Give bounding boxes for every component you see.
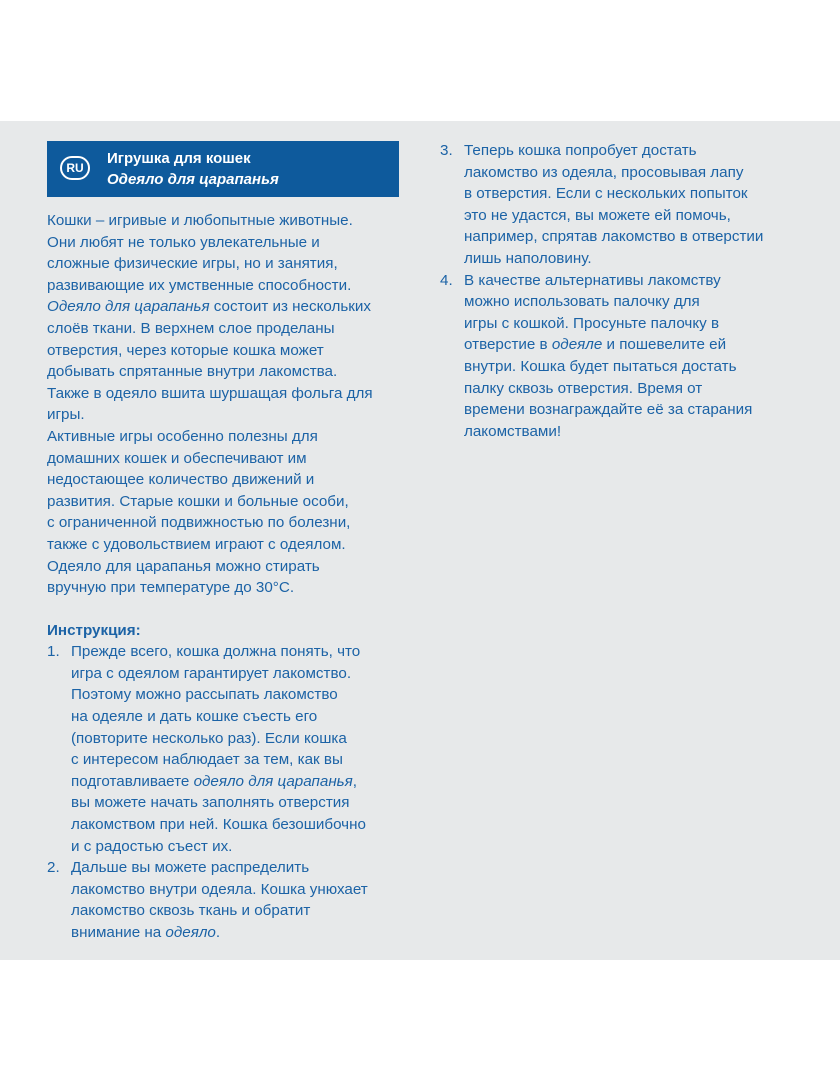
text-line: можно использовать палочку для — [464, 293, 700, 311]
text-line: вручную при температуре до 30°С. — [47, 579, 295, 597]
product-name-italic: одеяло — [165, 924, 216, 941]
list-number: 2. — [47, 859, 60, 877]
text-line: подготавливаете — [71, 772, 194, 790]
text-line: . — [215, 924, 221, 941]
text-line: развивающие их умственные способности. — [47, 276, 352, 294]
text-line: В качестве альтернативы лакомству — [464, 271, 721, 289]
text-line: внимание на — [71, 924, 166, 941]
instruction-item-3 — [440, 140, 800, 270]
text-line: вы можете начать заполнять отверстия — [71, 794, 350, 812]
text-line: лакомство из одеяла, просовывая лапу — [464, 163, 744, 181]
text-line: отверстие в — [464, 336, 552, 354]
text-line: лакомство внутри одеяла. Кошка унюхает — [71, 880, 368, 898]
text-line: Дальше вы можете распределить — [71, 859, 310, 877]
list-number: 4. — [440, 271, 453, 289]
intro-paragraph-2 — [47, 296, 407, 426]
intro-paragraph-3 — [47, 426, 407, 599]
text-line: с интересом наблюдает за тем, как вы — [71, 751, 343, 769]
section-header — [47, 141, 399, 197]
text-line: отверстия, через которые кошка может — [47, 341, 324, 359]
text-line: например, спрятав лакомство в отверстии — [464, 228, 764, 246]
text-line: Одеяло для царапанья можно стирать — [47, 557, 320, 575]
list-number: 3. — [440, 142, 453, 159]
right-column — [440, 140, 800, 442]
text-line: игры. — [47, 406, 85, 424]
product-name-italic: Одеяло для царапанья — [47, 298, 210, 316]
text-line: слоёв ткани. В верхнем слое проделаны — [47, 319, 335, 337]
left-column — [47, 210, 407, 944]
intro-paragraph-1 — [47, 210, 407, 296]
text-line: лакомствами! — [464, 422, 562, 440]
instruction-item-1 — [47, 641, 407, 857]
text-line: Кошки – игривые и любопытные животные. — [47, 212, 353, 229]
text-line: это не удастся, вы можете ей помочь, — [464, 206, 731, 224]
text-line: добывать спрятанные внутри лакомства. — [47, 363, 338, 381]
text-line: лакомством при ней. Кошка безошибочно — [71, 816, 366, 834]
list-number: 1. — [47, 643, 60, 661]
text-line: Прежде всего, кошка должна понять, что — [71, 643, 361, 661]
text-line: на одеяле и дать кошке съесть его — [71, 708, 318, 726]
text-line: и пошевелите ей — [602, 336, 727, 354]
text-line: с ограниченной подвижностью по болезни, — [47, 514, 351, 532]
text-line: игра с одеялом гарантирует лакомство. — [71, 664, 352, 682]
text-line: лакомство сквозь ткань и обратит — [71, 902, 311, 920]
header-title: Игрушка для кошек — [107, 150, 251, 167]
text-line: недостающее количество движений и — [47, 471, 315, 489]
text-line: времени вознаграждайте её за старания — [464, 401, 753, 419]
product-name-italic: одеяле — [551, 336, 603, 354]
language-badge: RU — [60, 156, 90, 180]
text-line: Активные игры особенно полезны для — [47, 427, 318, 445]
text-line: домашних кошек и обеспечивают им — [47, 449, 307, 467]
text-line: (повторите несколько раз). Если кошка — [71, 729, 347, 747]
text-line: внутри. Кошка будет пытаться достать — [464, 357, 737, 375]
text-line: также с удовольствием играют с одеялом. — [47, 535, 346, 553]
text-line: Также в одеяло вшита шуршащая фольга для — [47, 384, 373, 402]
text-line: развития. Старые кошки и больные особи, — [47, 492, 349, 510]
header-subtitle: Одеяло для царапанья — [107, 171, 279, 188]
instructions-heading: Инструкция: — [47, 621, 141, 639]
instruction-item-4 — [440, 270, 800, 443]
text-line: Теперь кошка попробует достать — [464, 142, 697, 159]
instruction-item-2 — [47, 857, 407, 943]
text-line: , — [352, 772, 358, 790]
text-line: Они любят не только увлекательные и — [47, 233, 320, 251]
text-line: палку сквозь отверстия. Время от — [464, 379, 703, 397]
text-line: игры с кошкой. Просуньте палочку в — [464, 314, 720, 332]
text-line: лишь наполовину. — [464, 249, 592, 267]
text-line: сложные физические игры, но и занятия, — [47, 255, 338, 273]
product-name-italic: одеяло для царапанья — [193, 772, 353, 790]
text-line: Поэтому можно рассыпать лакомство — [71, 686, 338, 704]
text-line: и с радостью съест их. — [71, 837, 233, 855]
text-line: в отверстия. Если с нескольких попыток — [464, 185, 748, 203]
text-line: состоит из нескольких — [209, 298, 372, 316]
